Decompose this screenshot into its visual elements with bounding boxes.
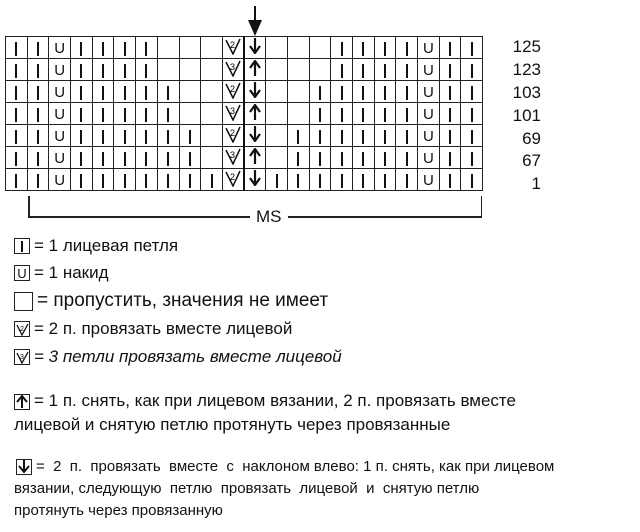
- empty-cell: [179, 81, 201, 103]
- row-numbers: [509, 36, 541, 196]
- knit-cell: [179, 147, 201, 169]
- empty-cell: [201, 37, 223, 59]
- knit-cell: [27, 147, 49, 169]
- knit-cell: [92, 103, 114, 125]
- knit-cell: [374, 147, 396, 169]
- knit-cell: [461, 81, 483, 103]
- yarn-over-cell: U: [418, 147, 440, 169]
- knit-cell: [309, 169, 331, 191]
- legend-k3tog: [14, 347, 342, 367]
- knit-cell: [136, 125, 158, 147]
- knit-cell: [331, 81, 353, 103]
- legend-empty: [14, 290, 328, 312]
- row-number: 1: [531, 174, 541, 194]
- knit-cell: [396, 103, 418, 125]
- yarn-over-cell: U: [418, 59, 440, 81]
- knit-symbol-icon: [14, 238, 30, 254]
- yarn-over-cell: U: [49, 169, 71, 191]
- legend-down-text-3: протянуть через провязанную: [14, 502, 223, 519]
- knit-cell: [461, 125, 483, 147]
- arrow-down-cell: [244, 169, 266, 191]
- k2tog-cell: [222, 37, 244, 59]
- k2tog-cell: [222, 125, 244, 147]
- empty-cell: [201, 147, 223, 169]
- empty-cell-icon: [14, 292, 33, 311]
- arrow-down-icon: [16, 459, 32, 475]
- knit-cell: [374, 81, 396, 103]
- empty-cell: [266, 59, 288, 81]
- yarn-over-cell: U: [49, 37, 71, 59]
- knit-cell: [136, 59, 158, 81]
- knit-cell: [353, 125, 375, 147]
- knit-cell: [287, 147, 309, 169]
- knit-cell: [353, 81, 375, 103]
- knit-cell: [157, 169, 179, 191]
- k3tog-cell: [222, 147, 244, 169]
- knit-cell: [331, 125, 353, 147]
- empty-cell: [201, 59, 223, 81]
- svg-text:2: 2: [229, 172, 235, 182]
- empty-cell: [309, 37, 331, 59]
- svg-text:3: 3: [19, 353, 24, 361]
- knit-cell: [92, 59, 114, 81]
- legend-up-text-1: = 1 п. снять, как при лицевом вязании, 2 п. провязать вместе: [34, 391, 516, 410]
- row-number: 67: [522, 151, 541, 171]
- knit-cell: [114, 59, 136, 81]
- knit-cell: [71, 81, 93, 103]
- legend-yo-text: = 1 накид: [34, 263, 109, 282]
- knit-cell: [439, 169, 461, 191]
- row-number: 123: [512, 59, 541, 79]
- legend-knit: [14, 236, 178, 256]
- center-arrow-icon: [248, 6, 262, 36]
- knit-cell: [92, 169, 114, 191]
- chart-row: [6, 81, 483, 103]
- empty-cell: [287, 59, 309, 81]
- knit-cell: [331, 147, 353, 169]
- legend-down-arrow: [14, 456, 634, 522]
- knit-cell: [136, 147, 158, 169]
- yarn-over-cell: U: [418, 81, 440, 103]
- knit-cell: [157, 147, 179, 169]
- ms-label: MS: [250, 207, 288, 227]
- knit-cell: [287, 169, 309, 191]
- arrow-up-cell: [244, 59, 266, 81]
- empty-cell: [266, 125, 288, 147]
- knit-cell: [439, 81, 461, 103]
- knit-cell: [27, 81, 49, 103]
- knit-cell: [461, 59, 483, 81]
- knit-cell: [114, 81, 136, 103]
- knit-cell: [396, 125, 418, 147]
- empty-cell: [287, 81, 309, 103]
- empty-cell: [309, 59, 331, 81]
- yarn-over-cell: U: [49, 125, 71, 147]
- knit-cell: [6, 81, 28, 103]
- knit-cell: [71, 147, 93, 169]
- chart-row: [6, 147, 483, 169]
- knit-cell: [27, 125, 49, 147]
- yarn-over-cell: U: [49, 81, 71, 103]
- svg-text:3: 3: [229, 62, 235, 72]
- yarn-over-icon: U: [14, 265, 30, 281]
- knit-cell: [71, 103, 93, 125]
- empty-cell: [266, 103, 288, 125]
- svg-text:2: 2: [229, 84, 235, 94]
- legend-k2tog-text: = 2 п. провязать вместе лицевой: [34, 319, 293, 338]
- knit-cell: [396, 37, 418, 59]
- ms-repeat-bracket: [28, 196, 482, 226]
- knit-cell: [92, 81, 114, 103]
- row-number: 101: [512, 105, 541, 125]
- knit-cell: [439, 59, 461, 81]
- knit-cell: [461, 103, 483, 125]
- arrow-down-cell: [244, 81, 266, 103]
- knit-cell: [396, 59, 418, 81]
- knit-cell: [6, 125, 28, 147]
- k3tog-icon: [14, 349, 30, 365]
- svg-text:3: 3: [229, 106, 235, 116]
- legend-empty-text: = пропустить, значения не имеет: [37, 290, 329, 311]
- knit-cell: [92, 37, 114, 59]
- knit-cell: [27, 103, 49, 125]
- empty-cell: [266, 37, 288, 59]
- legend-up-arrow: [14, 389, 634, 437]
- chart-row: [6, 103, 483, 125]
- yarn-over-cell: U: [418, 125, 440, 147]
- knit-cell: [309, 81, 331, 103]
- knit-cell: [201, 169, 223, 191]
- knit-cell: [6, 169, 28, 191]
- knit-cell: [71, 125, 93, 147]
- knit-cell: [374, 37, 396, 59]
- knit-cell: [439, 147, 461, 169]
- knit-cell: [27, 169, 49, 191]
- knit-cell: [157, 81, 179, 103]
- knit-cell: [6, 147, 28, 169]
- knit-cell: [157, 103, 179, 125]
- empty-cell: [201, 103, 223, 125]
- svg-text:2: 2: [229, 128, 235, 138]
- empty-cell: [179, 59, 201, 81]
- knit-cell: [374, 59, 396, 81]
- knit-cell: [136, 37, 158, 59]
- row-number: 69: [522, 128, 541, 148]
- yarn-over-cell: U: [49, 147, 71, 169]
- knit-cell: [71, 169, 93, 191]
- knit-cell: [92, 147, 114, 169]
- knitting-chart-grid: [5, 36, 483, 191]
- knit-cell: [374, 169, 396, 191]
- knit-cell: [114, 103, 136, 125]
- knit-cell: [331, 169, 353, 191]
- knit-cell: [287, 125, 309, 147]
- knit-cell: [92, 125, 114, 147]
- svg-text:2: 2: [19, 325, 24, 333]
- empty-cell: [287, 37, 309, 59]
- knit-cell: [353, 37, 375, 59]
- knit-cell: [309, 147, 331, 169]
- legend-down-text-2: вязании, следующую петлю провязать лицевой и снятую петлю: [14, 480, 480, 497]
- k2tog-cell: [222, 81, 244, 103]
- knit-cell: [461, 37, 483, 59]
- legend-up-text-2: лицевой и снятую петлю протянуть через провязанные: [14, 415, 451, 434]
- arrow-down-cell: [244, 125, 266, 147]
- knit-cell: [353, 147, 375, 169]
- chart-row: [6, 59, 483, 81]
- svg-text:3: 3: [229, 150, 235, 160]
- knit-cell: [136, 169, 158, 191]
- chart-row: [6, 125, 483, 147]
- empty-cell: [157, 37, 179, 59]
- legend-k2tog: [14, 319, 292, 339]
- knit-cell: [396, 147, 418, 169]
- empty-cell: [179, 37, 201, 59]
- yarn-over-cell: U: [418, 169, 440, 191]
- knit-cell: [114, 169, 136, 191]
- knit-cell: [331, 103, 353, 125]
- knit-cell: [396, 169, 418, 191]
- empty-cell: [179, 103, 201, 125]
- knit-cell: [439, 37, 461, 59]
- k2tog-cell: [222, 169, 244, 191]
- empty-cell: [157, 59, 179, 81]
- svg-text:2: 2: [229, 40, 235, 50]
- knit-cell: [27, 37, 49, 59]
- yarn-over-cell: U: [49, 103, 71, 125]
- empty-cell: [201, 81, 223, 103]
- knit-cell: [353, 169, 375, 191]
- knit-cell: [353, 103, 375, 125]
- yarn-over-cell: U: [418, 103, 440, 125]
- knit-cell: [309, 125, 331, 147]
- k2tog-icon: [14, 321, 30, 337]
- empty-cell: [287, 103, 309, 125]
- legend-yo: [14, 263, 109, 283]
- knit-cell: [71, 59, 93, 81]
- knit-cell: [27, 59, 49, 81]
- knit-cell: [6, 103, 28, 125]
- k3tog-cell: [222, 103, 244, 125]
- legend-k3tog-text: = 3 петли провязать вместе лицевой: [34, 347, 342, 366]
- knit-cell: [157, 125, 179, 147]
- yarn-over-cell: U: [49, 59, 71, 81]
- row-number: 125: [512, 37, 541, 56]
- knit-cell: [439, 103, 461, 125]
- knit-cell: [114, 147, 136, 169]
- knit-cell: [461, 169, 483, 191]
- empty-cell: [201, 125, 223, 147]
- chart-row: [6, 169, 483, 191]
- legend-down-text-1: = 2 п. провязать вместе с наклоном влево: 1 п. снять, как при лицевом: [36, 458, 555, 475]
- chart-row: [6, 37, 483, 59]
- knit-cell: [179, 125, 201, 147]
- arrow-up-cell: [244, 147, 266, 169]
- knit-cell: [461, 147, 483, 169]
- knit-cell: [114, 37, 136, 59]
- knit-cell: [179, 169, 201, 191]
- yarn-over-cell: U: [418, 37, 440, 59]
- knit-cell: [396, 81, 418, 103]
- row-number: 103: [512, 82, 541, 102]
- knit-cell: [136, 103, 158, 125]
- knit-cell: [6, 37, 28, 59]
- knit-cell: [331, 37, 353, 59]
- knit-cell: [374, 125, 396, 147]
- arrow-down-cell: [244, 37, 266, 59]
- empty-cell: [266, 147, 288, 169]
- empty-cell: [266, 81, 288, 103]
- k3tog-cell: [222, 59, 244, 81]
- knit-cell: [353, 59, 375, 81]
- knit-cell: [6, 59, 28, 81]
- knit-cell: [71, 37, 93, 59]
- arrow-up-icon: [14, 394, 30, 410]
- legend-knit-text: = 1 лицевая петля: [34, 236, 179, 255]
- knit-cell: [136, 81, 158, 103]
- arrow-up-cell: [244, 103, 266, 125]
- knit-cell: [331, 59, 353, 81]
- knit-cell: [439, 125, 461, 147]
- knit-cell: [114, 125, 136, 147]
- knit-cell: [266, 169, 288, 191]
- knit-cell: [309, 103, 331, 125]
- knit-cell: [374, 103, 396, 125]
